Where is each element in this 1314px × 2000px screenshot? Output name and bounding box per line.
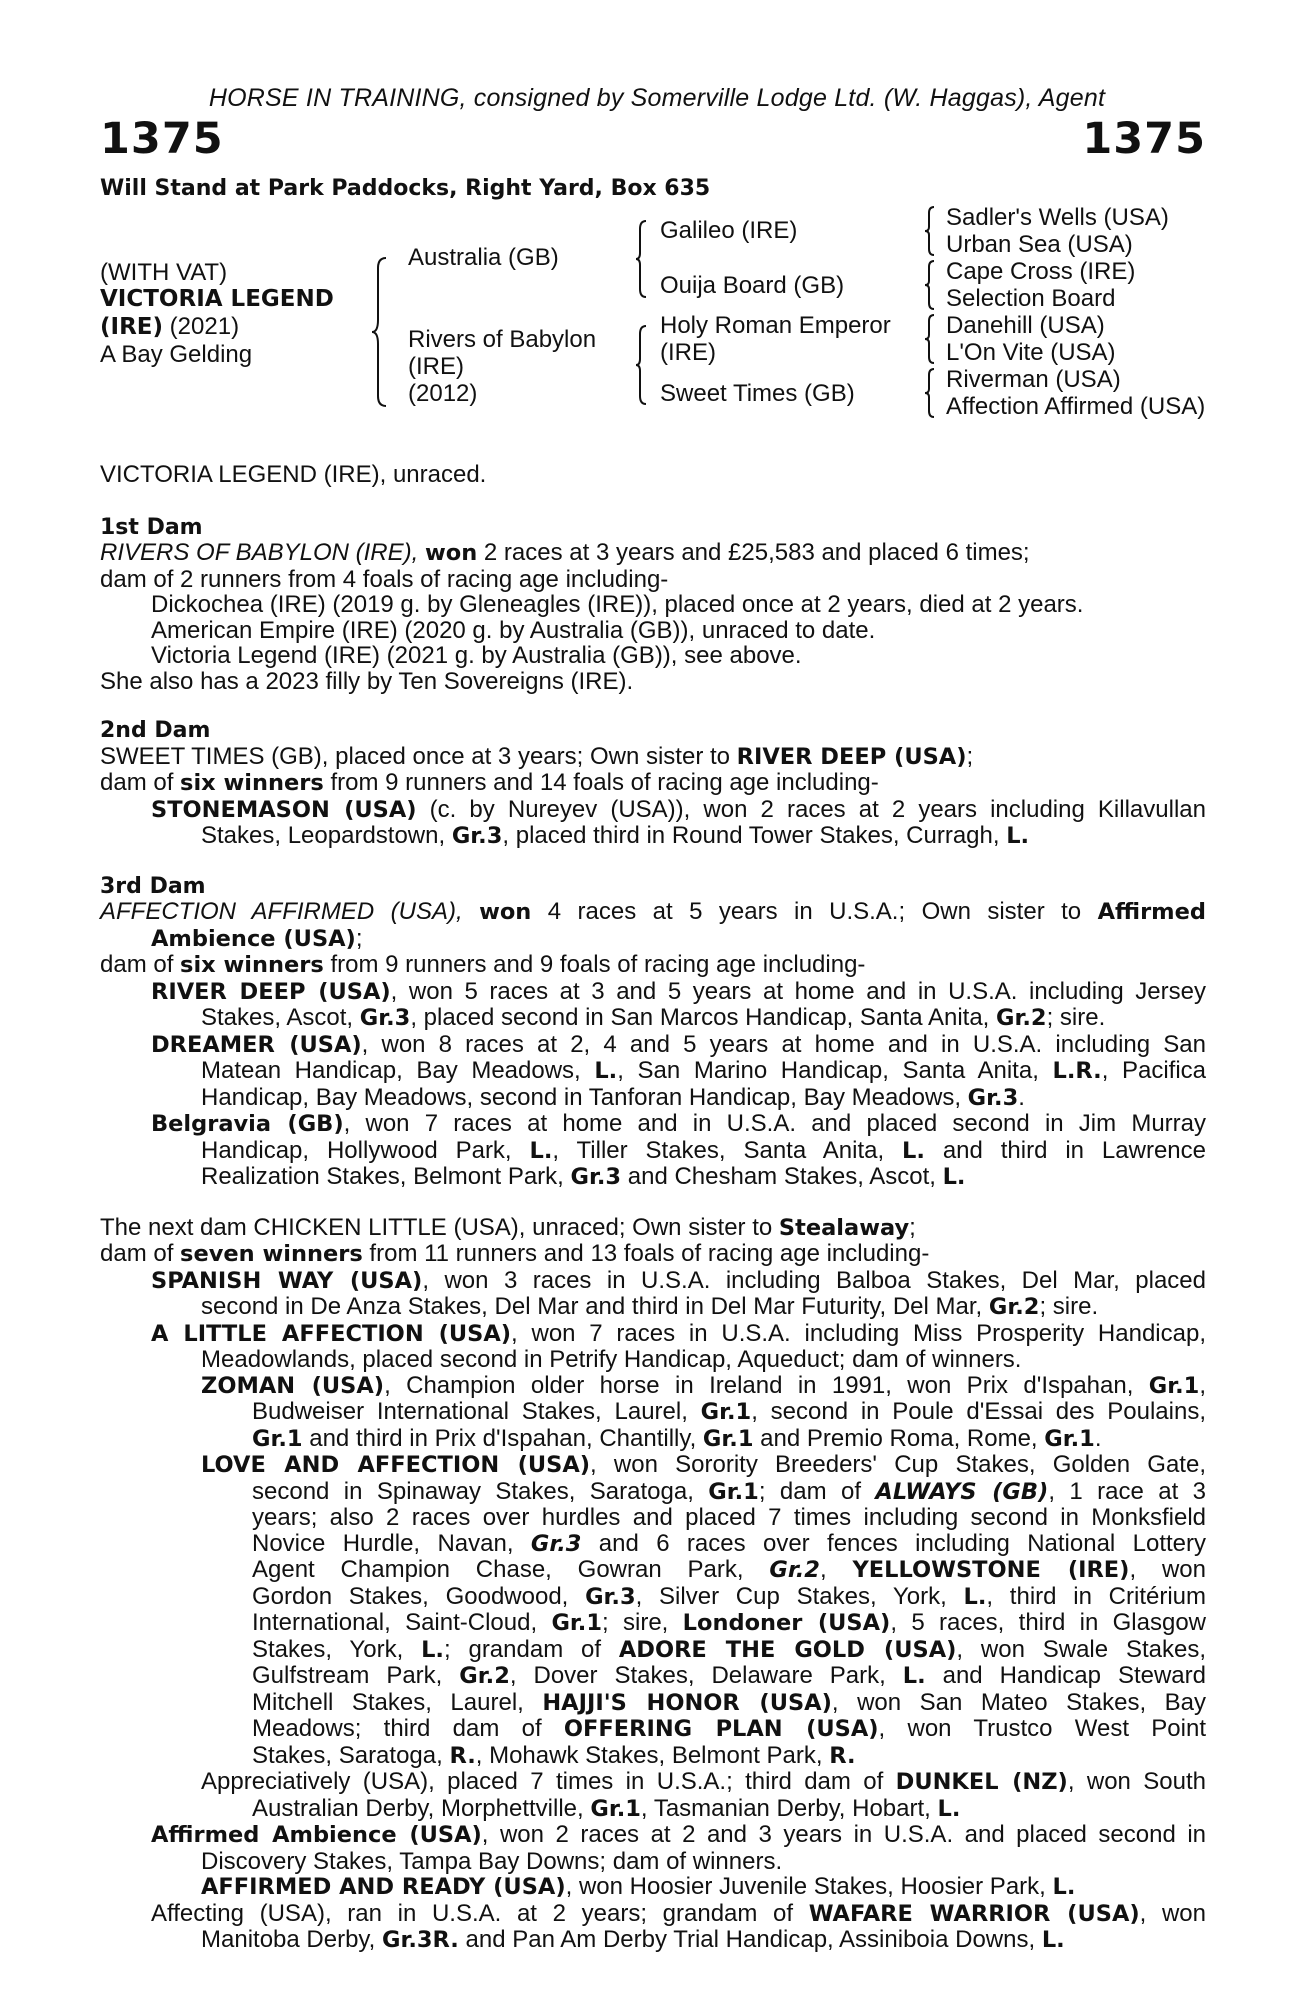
horse-description: A Bay Gelding [100, 341, 253, 368]
bold-text: AFFIRMED AND READY (USA) [201, 1874, 566, 1900]
text-line [100, 1138, 1206, 1165]
text-run: , won 2 races at 2 and 3 years in U.S.A. and placed second in [481, 1821, 1206, 1848]
bold-text: DUNKEL (NZ) [895, 1769, 1068, 1795]
bold-text: Londoner (USA) [682, 1610, 891, 1636]
bold-text: L. [942, 1164, 966, 1190]
bold-text: A LITTLE AFFECTION (USA) [151, 1320, 512, 1347]
bold-text: LOVE AND AFFECTION (USA) [201, 1452, 591, 1478]
text-line [100, 823, 1206, 850]
text-run: . [1094, 1424, 1102, 1452]
dam-dam: Sweet Times (GB) [660, 380, 855, 407]
bold-text: R. [449, 1742, 476, 1769]
text-run: , won 8 races at 2, 4 and 5 years at home and in U.S.A. including San [361, 1030, 1206, 1058]
text-run: (c. by Nureyev (USA)), won 2 races at 2 years including Killavullan [416, 795, 1206, 823]
bold-text: R. [829, 1742, 856, 1769]
brace-g34 [924, 259, 936, 311]
text-line [100, 1111, 1206, 1138]
text-line: years; also 2 races over hurdles and placed 7 times including second in Monksfield [252, 1504, 1206, 1531]
text-run: The next dam CHICKEN LITTLE (USA), unraced; Own sister to [100, 1213, 779, 1241]
dam-sire [660, 312, 891, 366]
text-line [100, 1294, 1206, 1321]
bold-text: Gr.3 [359, 1005, 411, 1031]
text-run: , San Marino Handicap, Santa Anita, [617, 1057, 1053, 1084]
horse-info [100, 259, 334, 368]
text-run: , second in Poule d'Essai des Poulains, [751, 1398, 1206, 1425]
text-run: ; [355, 924, 363, 952]
text-run: , 5 races, third in Glasgow [890, 1609, 1207, 1636]
text-line [100, 1901, 1206, 1928]
bold-text: Gr.1 [252, 1425, 303, 1452]
text-run: Stakes, York, [252, 1635, 422, 1663]
brace-g78 [924, 367, 936, 419]
text-line [100, 926, 1206, 953]
sire-dam: Ouija Board (GB) [660, 272, 845, 299]
text-run: Budweiser International Stakes, Laurel, [252, 1398, 701, 1425]
text-run: 2 races at 3 years and £25,583 and placed 6 times; [477, 539, 1030, 566]
text-run: , won San Mateo Stakes, Bay [831, 1688, 1206, 1716]
text-run: dam of [100, 951, 181, 978]
ancestor-3: Cape Cross (IRE) [946, 258, 1136, 285]
third-dam-heading: 3rd Dam [100, 873, 206, 899]
text-run: SWEET TIMES (GB), placed once at 3 years; Own sister to [100, 742, 737, 770]
horse-country: (IRE) [100, 314, 164, 340]
ancestor-7: Riverman (USA) [946, 366, 1121, 393]
consignment-line: HORSE IN TRAINING, consigned by Somerville Lodge Ltd. (W. Haggas), Agent [208, 84, 1106, 112]
bold-text: Gr.2 [996, 1005, 1047, 1031]
text-run: Gulfstream Park, [252, 1662, 460, 1689]
text-run: second in De Anza Stakes, Del Mar and third in Del Mar Futurity, Del Mar, [201, 1293, 989, 1320]
bold-text: L. [421, 1636, 444, 1663]
text-run: , [819, 1556, 853, 1583]
text-run: ; sire, [602, 1609, 683, 1636]
produce-line: Victoria Legend (IRE) (2021 g. by Australia (GB)), see above. [151, 642, 802, 669]
text-run: , Champion older horse in Ireland in 1991, won Prix d'Ispahan, [384, 1371, 1149, 1399]
ancestors-4th-gen [946, 204, 1205, 420]
text-line [100, 1268, 1206, 1295]
text-run: , won 7 races at home and in U.S.A. and placed second in Jim Murray [343, 1110, 1206, 1137]
text-run: from 11 runners and 13 foals of racing age including- [362, 1240, 930, 1267]
bold-text: Belgravia (GB) [151, 1111, 344, 1137]
text-run: , 1 race at 3 [1048, 1477, 1206, 1505]
text-run: ; dam of [758, 1477, 876, 1505]
text-line [100, 952, 1206, 979]
text-run: , [1199, 1371, 1206, 1399]
second-dam-heading: 2nd Dam [100, 718, 211, 743]
text-run: , won South [1067, 1768, 1206, 1795]
text-run: Affecting (USA), ran in U.S.A. at 2 years; grandam of [151, 1899, 809, 1927]
text-line [100, 1531, 1206, 1558]
spacer [100, 1191, 1206, 1215]
bold-text: L. [902, 1663, 926, 1689]
text-run: Stakes, Leopardstown, [201, 822, 452, 849]
text-run: , third in Critérium [986, 1582, 1206, 1610]
text-line [100, 1321, 1206, 1348]
catalogue-body [100, 462, 1206, 1954]
text-run: , won 5 races at 3 and 5 years at home and in U.S.A. including Jersey [390, 977, 1206, 1005]
text-line: She also has a 2023 filly by Ten Sovereigns (IRE). [100, 667, 634, 695]
bold-text: RIVER DEEP (USA) [736, 743, 967, 770]
ancestor-1: Sadler's Wells (USA) [946, 204, 1169, 231]
text-line [100, 899, 1206, 926]
horse-name: VICTORIA LEGEND [100, 286, 334, 312]
bold-italic-text: ALWAYS (GB) [875, 1478, 1049, 1505]
text-line [100, 1637, 1206, 1664]
bold-text: won [424, 540, 478, 566]
horse-origin-year [100, 313, 334, 341]
bold-text: six winners [180, 770, 324, 796]
text-run: and 6 races over fences including National Lottery [581, 1529, 1206, 1557]
text-run: , won Hoosier Juvenile Stakes, Hoosier Park, [565, 1873, 1053, 1900]
text-run: Mitchell Stakes, Laurel, [252, 1688, 543, 1716]
text-run: , won [1139, 1899, 1206, 1927]
brace-main [370, 256, 388, 408]
text-line [100, 1690, 1206, 1717]
dam-sire-name: Holy Roman Emperor [660, 312, 891, 339]
bold-text: six winners [180, 952, 324, 978]
text-line [100, 1479, 1206, 1506]
bold-text: Ambience (USA) [151, 925, 356, 952]
text-line [100, 1610, 1206, 1637]
text-line [100, 1241, 1206, 1268]
bold-text: L. [1052, 1874, 1076, 1900]
bold-text: L.R. [1052, 1058, 1102, 1084]
brace-dam [634, 324, 648, 406]
text-run: Realization Stakes, Belmont Park, [201, 1163, 571, 1190]
bold-text: won [479, 899, 532, 925]
text-line [100, 540, 1206, 567]
text-run: , placed second in San Marcos Handicap, Santa Anita, [410, 1004, 997, 1031]
brace-sire [634, 219, 648, 299]
text-line [100, 1005, 1206, 1032]
text-run: and Premio Roma, Rome, [753, 1424, 1045, 1452]
text-run: Australian Derby, Morphettville, [252, 1794, 591, 1822]
text-run: ; grandam of [443, 1635, 619, 1663]
bold-text: OFFERING PLAN (USA) [563, 1716, 879, 1742]
bold-text: L. [963, 1583, 987, 1610]
text-run: Appreciatively (USA), placed 7 times in U.S.A.; third dam of [201, 1768, 896, 1795]
text-run: Handicap, Bay Meadows, second in Tanforan Handicap, Bay Meadows, [201, 1083, 968, 1111]
text-line: Meadowlands, placed second in Petrify Handicap, Aqueduct; dam of winners. [201, 1346, 1022, 1373]
bold-text: Gr.3 [570, 1164, 622, 1190]
text-line [100, 744, 1206, 771]
text-line: dam of 2 runners from 4 foals of racing age including- [100, 565, 669, 593]
vat-label: (WITH VAT) [100, 259, 228, 286]
dam [408, 326, 596, 407]
text-line [100, 1399, 1206, 1426]
text-line [100, 1663, 1206, 1690]
bold-text: Stealaway [778, 1214, 910, 1241]
lot-number-left: 1375 [100, 114, 224, 164]
text-run: , won Swale Stakes, [956, 1635, 1206, 1663]
text-run: , placed third in Round Tower Stakes, Curragh, [502, 822, 1007, 849]
bold-text: L. [937, 1795, 961, 1822]
text-run: 4 races at 5 years in U.S.A.; Own sister to [531, 898, 1098, 925]
lot-number-right: 1375 [1082, 114, 1206, 164]
text-line [100, 1927, 1206, 1954]
text-line [100, 1085, 1206, 1112]
text-run: and Handicap Steward [925, 1662, 1206, 1689]
ancestor-5: Danehill (USA) [946, 312, 1105, 339]
text-run: and Chesham Stakes, Ascot, [621, 1163, 943, 1190]
text-run: , won Trustco West Point [878, 1715, 1206, 1742]
bold-text: SPANISH WAY (USA) [151, 1267, 423, 1294]
text-run: , Tiller Stakes, Santa Anita, [552, 1136, 903, 1164]
bold-text: ADORE THE GOLD (USA) [618, 1636, 957, 1663]
bold-text: Affirmed Ambience (USA) [151, 1822, 482, 1848]
text-run: Manitoba Derby, [201, 1926, 382, 1953]
ancestor-2: Urban Sea (USA) [946, 231, 1133, 258]
bold-text: Gr.1 [1044, 1425, 1095, 1452]
text-run: Stakes, Ascot, [201, 1004, 360, 1031]
text-run: Novice Hurdle, Navan, [252, 1529, 531, 1557]
bold-text: Affirmed [1097, 899, 1206, 925]
ancestor-6: L'On Vite (USA) [946, 339, 1116, 366]
bold-italic-text: Gr.3 [530, 1530, 582, 1557]
bold-text: Gr.3 [585, 1583, 636, 1610]
bold-text: Gr.1 [700, 1399, 752, 1425]
text-run: from 9 runners and 9 foals of racing age including- [323, 951, 866, 978]
text-line [100, 1584, 1206, 1611]
dam-year: (2012) [408, 380, 478, 407]
text-run: and Pan Am Derby Trial Handicap, Assiniboia Downs, [458, 1926, 1042, 1953]
text-run: and third in Lawrence [924, 1136, 1206, 1164]
text-run: dam of [100, 1240, 181, 1267]
text-run: Handicap, Hollywood Park, [201, 1136, 530, 1164]
text-line [100, 1557, 1206, 1584]
text-run: Matean Handicap, Bay Meadows, [201, 1057, 595, 1084]
bold-text: Gr.2 [459, 1663, 510, 1689]
text-line [100, 1426, 1206, 1453]
bold-text: Gr.3R. [381, 1927, 459, 1953]
bold-text: seven winners [180, 1241, 363, 1267]
bold-text: L. [902, 1137, 925, 1164]
bold-text: L. [529, 1137, 553, 1164]
ancestor-8: Affection Affirmed (USA) [946, 393, 1206, 420]
text-run: Agent Champion Chase, Gowran Park, [252, 1556, 770, 1583]
brace-g12 [924, 205, 936, 257]
text-run: from 9 runners and 14 foals of racing age including- [323, 769, 879, 796]
text-run: and third in Prix d'Ispahan, Chantilly, [302, 1424, 703, 1452]
bold-text: WAFARE WARRIOR (USA) [808, 1900, 1140, 1927]
text-run: second in Spinaway Stakes, Saratoga, [252, 1477, 709, 1505]
bold-text: RIVER DEEP (USA) [151, 978, 391, 1005]
bold-text: ZOMAN (USA) [201, 1372, 385, 1399]
text-line: Discovery Stakes, Tampa Bay Downs; dam of winners. [201, 1847, 783, 1875]
text-run: , Dover Stakes, Delaware Park, [509, 1662, 903, 1689]
text-line [100, 770, 1206, 797]
bold-text: Gr.1 [1148, 1372, 1200, 1399]
text-run: . [1018, 1083, 1025, 1111]
text-run: ; [966, 742, 974, 770]
text-line [100, 1822, 1206, 1849]
bold-text: Gr.1 [590, 1795, 641, 1822]
text-line [100, 1716, 1206, 1743]
bold-text: Gr.1 [551, 1610, 603, 1636]
text-line [100, 1373, 1206, 1400]
text-run: ; [909, 1213, 916, 1241]
text-run: , won Sorority Breeders' Cup Stakes, Golden Gate, [590, 1451, 1206, 1478]
dam-name: RIVERS OF BABYLON (IRE), [100, 539, 425, 566]
text-run: , Pacifica [1101, 1057, 1207, 1084]
bold-text: Gr.3 [967, 1084, 1019, 1111]
text-line [100, 1796, 1206, 1823]
first-dam-heading: 1st Dam [100, 514, 203, 540]
bold-text: DREAMER (USA) [151, 1031, 362, 1058]
bold-text: STONEMASON (USA) [151, 796, 417, 823]
text-run: , Mohawk Stakes, Belmont Park, [475, 1741, 830, 1769]
bold-text: L. [594, 1058, 618, 1084]
text-run: Stakes, Saratoga, [252, 1741, 450, 1769]
text-line [100, 1032, 1206, 1059]
ancestor-4: Selection Board [946, 285, 1116, 312]
text-line [100, 797, 1206, 824]
bold-text: Gr.2 [988, 1294, 1040, 1320]
text-run: , won 7 races in U.S.A. including Miss Prosperity Handicap, [511, 1319, 1206, 1347]
sire: Australia (GB) [408, 244, 559, 271]
dam-name: AFFECTION AFFIRMED (USA), [100, 898, 480, 925]
dam-name: Rivers of Babylon [408, 326, 597, 353]
text-run: , won [1129, 1556, 1206, 1583]
bold-text: HAJJI'S HONOR (USA) [542, 1689, 832, 1716]
race-record: VICTORIA LEGEND (IRE), unraced. [100, 461, 487, 488]
text-run: ; sire. [1046, 1004, 1106, 1031]
text-line [100, 1058, 1206, 1085]
horse-year: (2021) [163, 313, 240, 340]
text-run: Meadows; third dam of [252, 1715, 564, 1742]
text-run: , Tasmanian Derby, Hobart, [640, 1794, 938, 1822]
produce-line: American Empire (IRE) (2020 g. by Australia (GB)), unraced to date. [151, 616, 876, 644]
dam-country: (IRE) [408, 353, 464, 380]
bold-text: Gr.3 [451, 823, 503, 849]
stand-location: Will Stand at Park Paddocks, Right Yard, Box 635 [100, 176, 711, 201]
text-run: Gordon Stakes, Goodwood, [252, 1582, 586, 1610]
bold-text: L. [1006, 823, 1030, 849]
text-line [100, 1215, 1206, 1242]
sire-sire: Galileo (IRE) [660, 217, 798, 244]
text-line [100, 1452, 1206, 1479]
text-run: , Silver Cup Stakes, York, [635, 1582, 964, 1610]
brace-g56 [924, 313, 936, 365]
text-line [100, 1164, 1206, 1191]
dam-sire-country: (IRE) [660, 339, 716, 366]
text-run: International, Saint-Cloud, [252, 1609, 552, 1636]
text-run: ; sire. [1039, 1293, 1099, 1320]
text-line [100, 1874, 1206, 1901]
text-run: , won 3 races in U.S.A. including Balboa Stakes, Del Mar, placed [422, 1266, 1207, 1294]
bold-text: Gr.1 [708, 1478, 759, 1505]
bold-italic-text: Gr.2 [769, 1557, 820, 1583]
text-line [100, 979, 1206, 1006]
bold-text: YELLOWSTONE (IRE) [852, 1557, 1130, 1583]
text-line [100, 1743, 1206, 1770]
text-line [100, 1769, 1206, 1796]
bold-text: L. [1041, 1927, 1065, 1953]
bold-text: Gr.1 [702, 1425, 754, 1452]
produce-line: Dickochea (IRE) (2019 g. by Gleneagles (IRE)), placed once at 2 years, died at 2 years. [151, 591, 1084, 618]
text-run: dam of [100, 769, 181, 796]
